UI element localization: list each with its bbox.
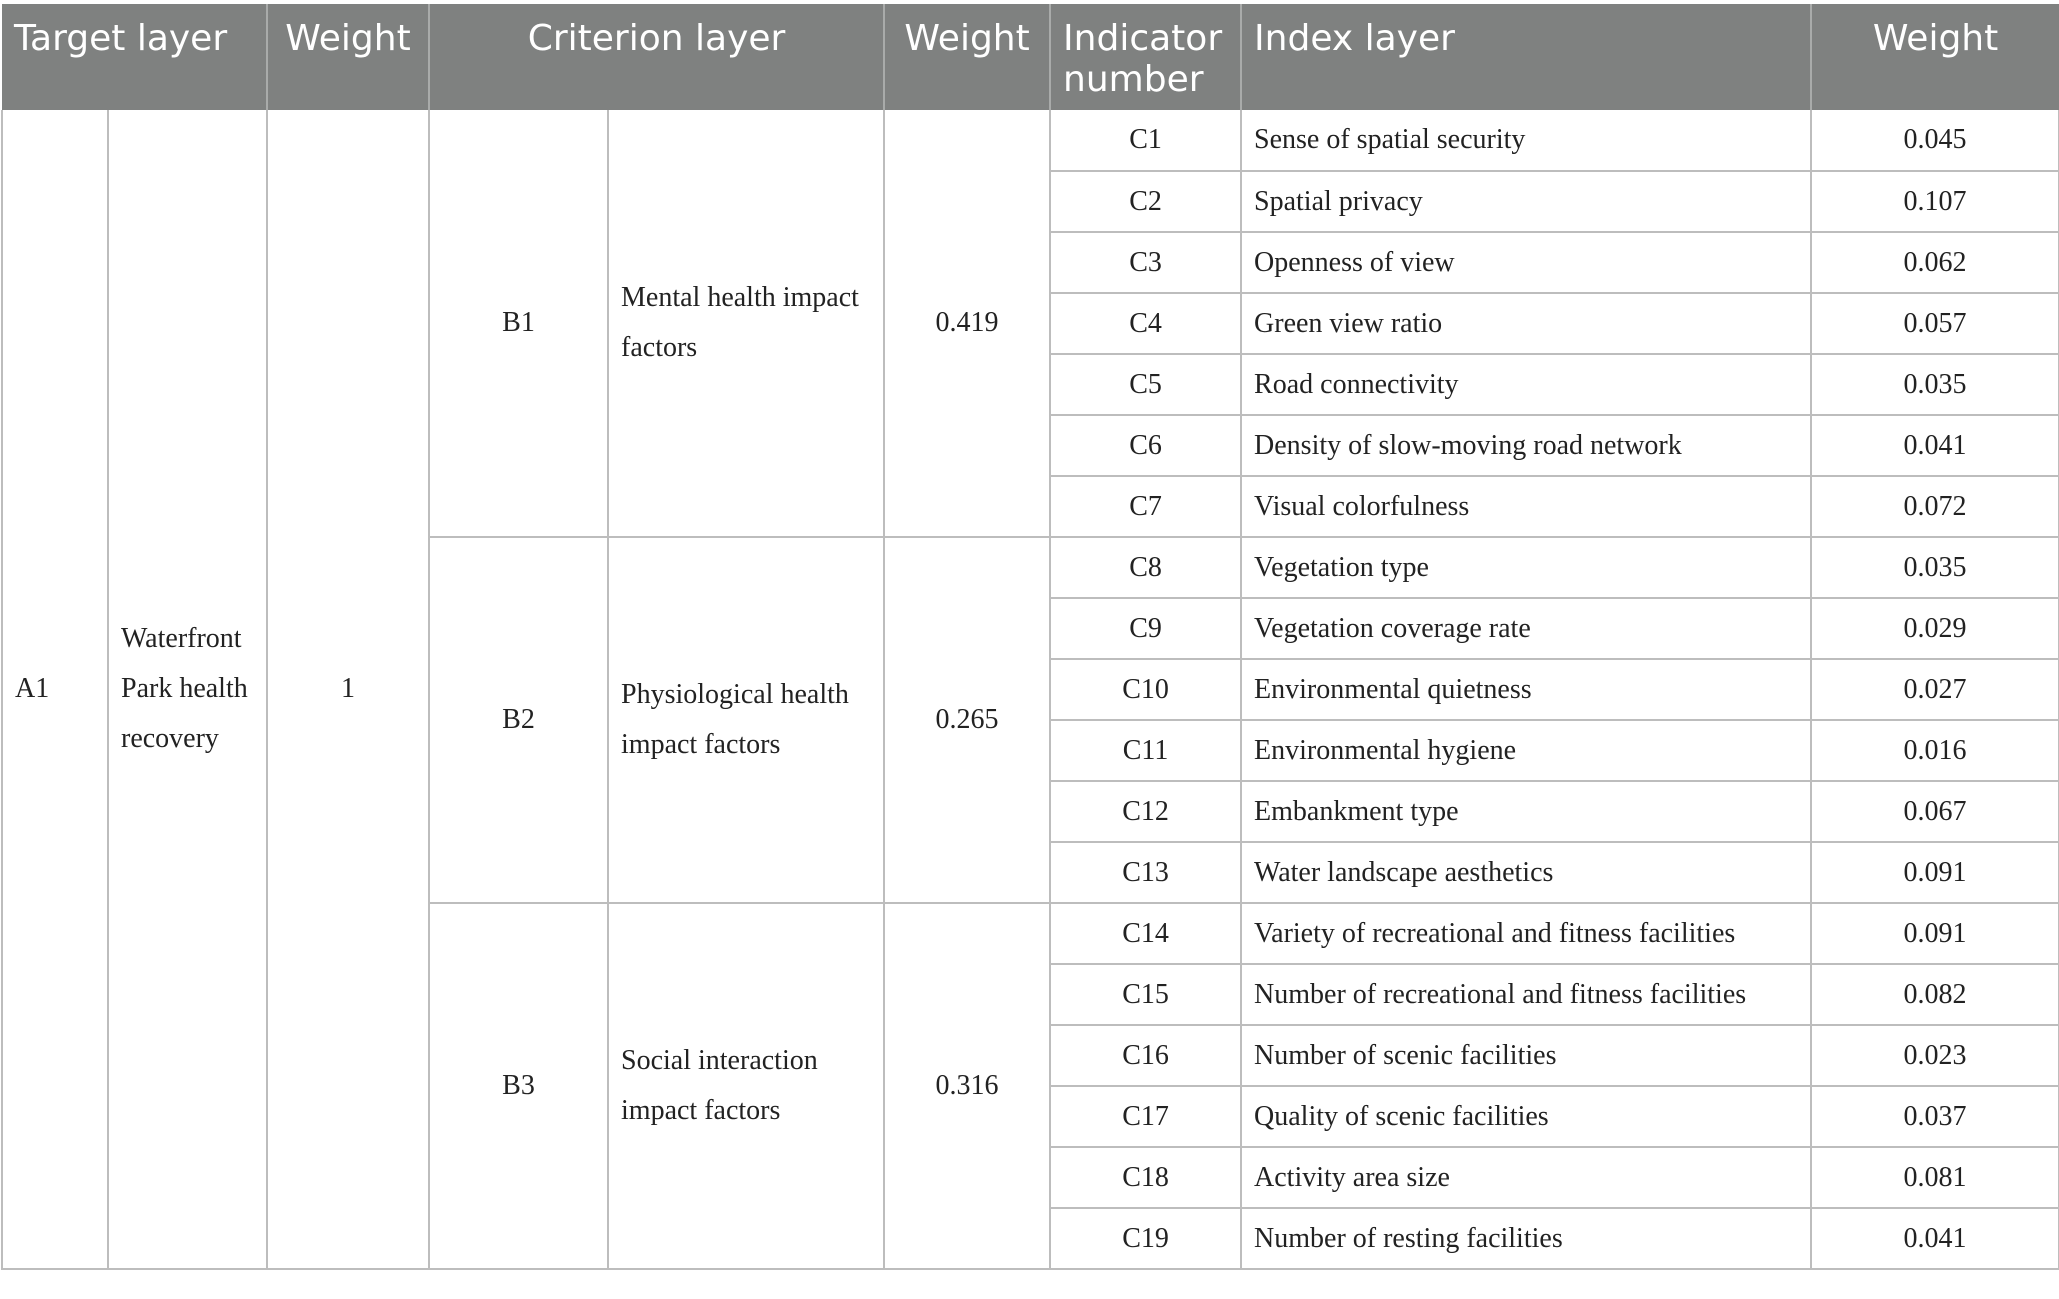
criterion-code: B2 — [429, 537, 608, 903]
indicator-weight: 0.067 — [1811, 781, 2059, 842]
indicator-weight: 0.072 — [1811, 476, 2059, 537]
indicator-weight: 0.041 — [1811, 1208, 2059, 1269]
indicator-number: C17 — [1050, 1086, 1241, 1147]
criterion-name: Physiological health impact factors — [608, 537, 884, 903]
indicator-name: Water landscape aesthetics — [1241, 842, 1811, 903]
target-weight: 1 — [267, 110, 429, 1269]
indicator-number: C11 — [1050, 720, 1241, 781]
indicator-number: C2 — [1050, 171, 1241, 232]
indicator-name: Density of slow-moving road network — [1241, 415, 1811, 476]
header-index-layer: Index layer — [1241, 4, 1811, 110]
criterion-weight: 0.265 — [884, 537, 1050, 903]
indicator-number: C4 — [1050, 293, 1241, 354]
indicator-name: Variety of recreational and fitness facilities — [1241, 903, 1811, 964]
indicator-number: C15 — [1050, 964, 1241, 1025]
indicator-weight: 0.091 — [1811, 842, 2059, 903]
indicator-name: Vegetation type — [1241, 537, 1811, 598]
indicator-number: C5 — [1050, 354, 1241, 415]
criterion-code: B1 — [429, 110, 608, 537]
header-indicator-number: Indicator number — [1050, 4, 1241, 110]
indicator-weight: 0.037 — [1811, 1086, 2059, 1147]
header-weight-index: Weight — [1811, 4, 2059, 110]
indicator-number: C7 — [1050, 476, 1241, 537]
indicator-weight: 0.035 — [1811, 537, 2059, 598]
indicator-name: Road connectivity — [1241, 354, 1811, 415]
indicator-weight: 0.081 — [1811, 1147, 2059, 1208]
weights-table — [1, 4, 2059, 1270]
criterion-code: B3 — [429, 903, 608, 1269]
target-code: A1 — [2, 110, 108, 1269]
indicator-number: C8 — [1050, 537, 1241, 598]
indicator-weight: 0.057 — [1811, 293, 2059, 354]
indicator-weight: 0.023 — [1811, 1025, 2059, 1086]
indicator-name: Number of recreational and fitness facilities — [1241, 964, 1811, 1025]
indicator-name: Sense of spatial security — [1241, 110, 1811, 171]
indicator-number: C16 — [1050, 1025, 1241, 1086]
indicator-name: Quality of scenic facilities — [1241, 1086, 1811, 1147]
indicator-number: C6 — [1050, 415, 1241, 476]
criterion-name: Mental health impact factors — [608, 110, 884, 537]
target-name: Waterfront Park health recovery — [108, 110, 267, 1269]
indicator-weight: 0.027 — [1811, 659, 2059, 720]
indicator-number: C18 — [1050, 1147, 1241, 1208]
indicator-number: C13 — [1050, 842, 1241, 903]
table-row — [2, 110, 2059, 171]
indicator-name: Activity area size — [1241, 1147, 1811, 1208]
criterion-weight: 0.316 — [884, 903, 1050, 1269]
criterion-name: Social interaction impact factors — [608, 903, 884, 1269]
indicator-weight: 0.035 — [1811, 354, 2059, 415]
indicator-name: Spatial privacy — [1241, 171, 1811, 232]
indicator-weight: 0.091 — [1811, 903, 2059, 964]
indicator-name: Visual colorfulness — [1241, 476, 1811, 537]
indicator-number: C9 — [1050, 598, 1241, 659]
table-body — [2, 110, 2059, 1269]
indicator-name: Number of scenic facilities — [1241, 1025, 1811, 1086]
header-weight-criterion: Weight — [884, 4, 1050, 110]
indicator-weight: 0.062 — [1811, 232, 2059, 293]
indicator-name: Green view ratio — [1241, 293, 1811, 354]
indicator-weight: 0.045 — [1811, 110, 2059, 171]
indicator-number: C10 — [1050, 659, 1241, 720]
indicator-number: C14 — [1050, 903, 1241, 964]
indicator-name: Openness of view — [1241, 232, 1811, 293]
table-header — [2, 4, 2059, 110]
indicator-weight: 0.016 — [1811, 720, 2059, 781]
indicator-weight: 0.041 — [1811, 415, 2059, 476]
indicator-name: Number of resting facilities — [1241, 1208, 1811, 1269]
indicator-number: C3 — [1050, 232, 1241, 293]
header-target-layer: Target layer — [2, 4, 267, 110]
indicator-name: Environmental hygiene — [1241, 720, 1811, 781]
indicator-name: Environmental quietness — [1241, 659, 1811, 720]
indicator-name: Vegetation coverage rate — [1241, 598, 1811, 659]
criterion-weight: 0.419 — [884, 110, 1050, 537]
indicator-weight: 0.107 — [1811, 171, 2059, 232]
header-weight-target: Weight — [267, 4, 429, 110]
indicator-weight: 0.029 — [1811, 598, 2059, 659]
indicator-name: Embankment type — [1241, 781, 1811, 842]
indicator-weight: 0.082 — [1811, 964, 2059, 1025]
indicator-number: C1 — [1050, 110, 1241, 171]
indicator-number: C19 — [1050, 1208, 1241, 1269]
header-criterion-layer: Criterion layer — [429, 4, 884, 110]
indicator-number: C12 — [1050, 781, 1241, 842]
